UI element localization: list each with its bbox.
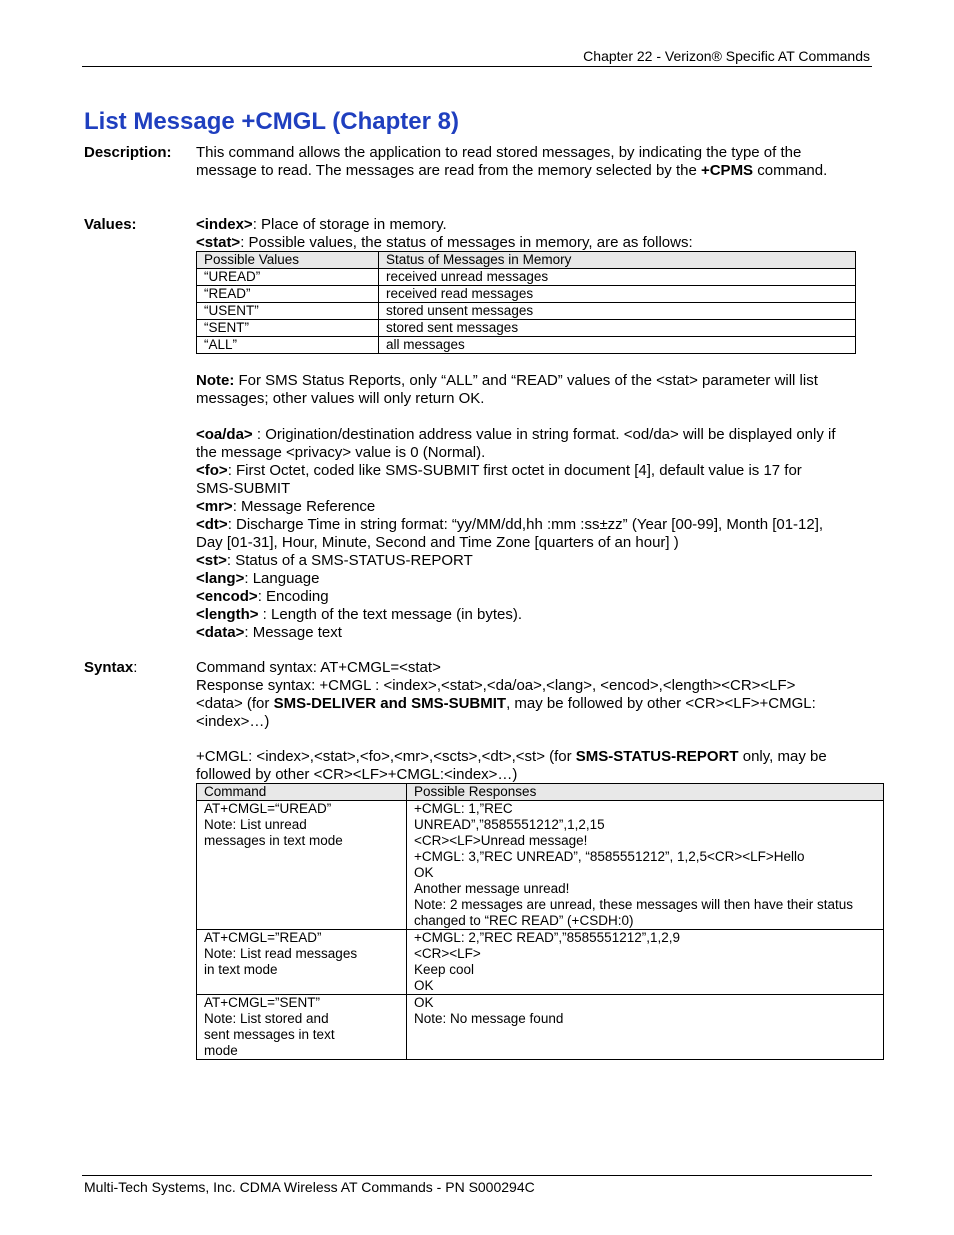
table-row — [197, 995, 884, 1060]
table-row — [197, 303, 856, 320]
parameter-text: : Language — [244, 570, 320, 587]
response-line: Keep cool — [414, 962, 475, 977]
response-line: Another message unread! — [414, 881, 570, 896]
table-cell: “USENT” — [197, 303, 379, 320]
parameter-text: : Origination/destination address value in string format. <od/da> will be displayed only if the message <privacy> value is 0 (Normal). — [196, 426, 836, 461]
command-cell — [197, 801, 407, 930]
command-line: mode — [204, 1043, 238, 1058]
description-label: Description: — [84, 144, 172, 161]
command-line: Note: List unread — [204, 817, 307, 832]
page-title: List Message +CMGL (Chapter 8) — [84, 108, 459, 135]
response-cell — [407, 801, 884, 930]
command-cell — [197, 995, 407, 1060]
command-line: sent messages in text — [204, 1027, 335, 1042]
table-cell: received read messages — [379, 286, 856, 303]
response-line: <CR><LF> — [414, 946, 481, 961]
parameter-item — [196, 552, 836, 570]
parameter-tag: <dt> — [196, 516, 228, 533]
values-intro: <index>: Place of storage in memory. <stat>: Possible values, the status of messages in memory, are as follows: — [196, 216, 693, 251]
stat-values-table — [196, 251, 856, 354]
response-line: Note: No message found — [414, 1011, 564, 1026]
parameter-text: : Status of a SMS-STATUS-REPORT — [226, 552, 473, 569]
parameter-item — [196, 462, 836, 498]
description-text: This command allows the application to read stored messages, by indicating the type of the message to read. The messages are read from the memory selected by the +CPMS command. — [196, 144, 828, 179]
parameter-tag: <data> — [196, 624, 245, 641]
header-cell: Possible Values — [197, 252, 379, 269]
table-header-row — [197, 784, 884, 801]
parameter-text: : Message text — [244, 624, 342, 641]
parameter-item — [196, 570, 836, 588]
response-line: +CMGL: 2,”REC READ”,”8585551212”,1,2,9 — [414, 930, 680, 945]
header-cell: Command — [197, 784, 407, 801]
table-row — [197, 286, 856, 303]
parameter-tag: <encod> — [196, 588, 258, 605]
table-row — [197, 930, 884, 995]
parameter-text: : Message Reference — [232, 498, 376, 515]
command-cell — [197, 930, 407, 995]
command-line: messages in text mode — [204, 833, 343, 848]
table-cell: “READ” — [197, 286, 379, 303]
response-cell — [407, 930, 884, 995]
header-cell: Status of Messages in Memory — [379, 252, 856, 269]
parameter-list — [196, 426, 836, 642]
page-footer: Multi-Tech Systems, Inc. CDMA Wireless AT Commands - PN S000294C — [84, 1179, 535, 1195]
parameter-text: : Discharge Time in string format: “yy/MM/dd,hh :mm :ss±zz” (Year [00-99], Month [01-12], Day [01-31], Hour, Minute, Second and Time Zone [quarters of an hour] ) — [196, 516, 824, 551]
parameter-item — [196, 588, 836, 606]
command-response-table — [196, 783, 884, 1060]
parameter-item — [196, 606, 836, 624]
response-line: <CR><LF>Unread message! — [414, 833, 588, 848]
parameter-item — [196, 426, 836, 462]
table-cell: “ALL” — [197, 337, 379, 354]
table-row — [197, 337, 856, 354]
parameter-tag: <mr> — [196, 498, 233, 515]
parameter-item — [196, 516, 836, 552]
response-line: UNREAD”,”8585551212”,1,2,15 — [414, 817, 605, 832]
table-header-row — [197, 252, 856, 269]
table-cell: stored sent messages — [379, 320, 856, 337]
parameter-text: : Length of the text message (in bytes). — [258, 606, 522, 623]
footer-rule — [82, 1175, 872, 1176]
table-row — [197, 320, 856, 337]
table-cell: all messages — [379, 337, 856, 354]
response-line: OK — [414, 865, 434, 880]
syntax-label: Syntax: — [84, 659, 138, 676]
response-syntax: Response syntax: +CMGL : <index>,<stat>,<da/oa>,<lang>, <encod>,<length><CR><LF><data> (for SMS-DELIVER and SMS-SUBMIT, may be followed by other <CR><LF>+CMGL:<index>…) — [196, 677, 816, 730]
response-line: Note: 2 messages are unread, these messages will then have their status changed to “REC READ” (+CSDH:0) — [414, 897, 853, 928]
table-row — [197, 269, 856, 286]
response-line: OK — [414, 995, 434, 1010]
parameter-text: : Encoding — [257, 588, 329, 605]
table-cell: “SENT” — [197, 320, 379, 337]
chapter-title: Chapter 22 - Verizon® Specific AT Commands — [583, 48, 870, 64]
parameter-tag: <lang> — [196, 570, 245, 587]
response-cell — [407, 995, 884, 1060]
response-line: +CMGL: 1,”REC — [414, 801, 513, 816]
command-line: Note: List stored and — [204, 1011, 329, 1026]
table-cell: received unread messages — [379, 269, 856, 286]
syntax-text — [196, 659, 836, 731]
parameter-item — [196, 624, 836, 642]
values-label: Values: — [84, 216, 137, 233]
status-report-note: Note: For SMS Status Reports, only “ALL” and “READ” values of the <stat> parameter will list messages; other values will only return OK. — [196, 372, 818, 407]
table-cell: stored unsent messages — [379, 303, 856, 320]
command-line: in text mode — [204, 962, 278, 977]
command-syntax: Command syntax: AT+CMGL=<stat> — [196, 659, 441, 676]
command-line: AT+CMGL=“UREAD” — [204, 801, 332, 816]
command-line: Note: List read messages — [204, 946, 358, 961]
parameter-tag: <st> — [196, 552, 227, 569]
parameter-item — [196, 498, 836, 516]
header-cell: Possible Responses — [407, 784, 884, 801]
page-header — [82, 47, 872, 67]
command-line: AT+CMGL=”READ” — [204, 930, 322, 945]
command-line: AT+CMGL=”SENT” — [204, 995, 321, 1010]
table-row — [197, 801, 884, 930]
response-line: OK — [414, 978, 434, 993]
parameter-text: : First Octet, coded like SMS-SUBMIT first octet in document [4], default value is 17 for SMS-SUBMIT — [196, 462, 802, 497]
table-cell: “UREAD” — [197, 269, 379, 286]
status-report-syntax: +CMGL: <index>,<stat>,<fo>,<mr>,<scts>,<dt>,<st> (for SMS-STATUS-REPORT only, may be followed by other <CR><LF>+CMGL:<index>…) — [196, 748, 827, 783]
parameter-tag: <fo> — [196, 462, 228, 479]
parameter-tag: <oa/da> — [196, 426, 253, 443]
response-line: +CMGL: 3,”REC UNREAD”, “8585551212”, 1,2,5<CR><LF>Hello — [414, 849, 805, 864]
parameter-tag: <length> — [196, 606, 259, 623]
